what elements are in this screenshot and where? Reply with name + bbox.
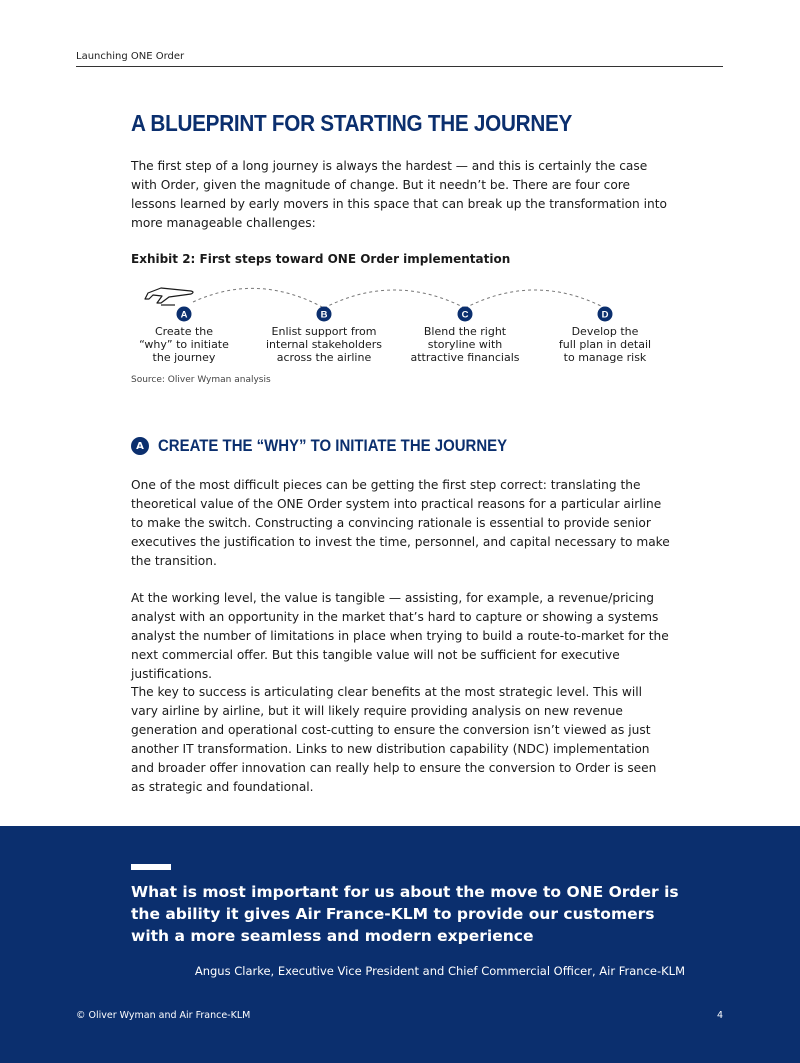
exhibit-title: Exhibit 2: First steps toward ONE Order implementation — [131, 252, 511, 266]
step-label-d: Develop the full plan in detail to manage risk — [558, 325, 652, 364]
step-badge-c — [458, 307, 473, 322]
section-badge: A — [131, 437, 149, 455]
body-paragraph-1: One of the most difficult pieces can be getting the first step correct: translating the theoretical value of the ONE Order system into practical reasons for a particular airline to make the switch. Constructing a convincing rationale is essential to provide senior executives the justification to invest the time, personnel, and capital necessary to make the transition. — [131, 478, 670, 568]
step-label-a: Create the “why” to initiate the journey — [139, 325, 229, 364]
step-label-b: Enlist support from internal stakeholders across the airline — [266, 325, 382, 364]
quote-accent-bar — [131, 864, 171, 870]
intro-paragraph: The first step of a long journey is always the hardest — and this is certainly the case with Order, given the magnitude of change. But it needn’t be. There are four core lessons learned by early movers in this space that can break up the transformation into more manageable challenges: — [131, 159, 667, 230]
exhibit-source: Source: Oliver Wyman analysis — [131, 375, 271, 385]
dashed-arcs — [193, 288, 605, 308]
page-title: A BLUEPRINT FOR STARTING THE JOURNEY — [131, 110, 573, 136]
step-label-c: Blend the right storyline with attractive financials — [410, 325, 520, 364]
quote-attribution: Angus Clarke, Executive Vice President and Chief Commercial Officer, Air France-KLM — [194, 964, 685, 978]
section-title: CREATE THE “WHY” TO INITIATE THE JOURNEY — [158, 436, 508, 455]
exhibit-steps-diagram — [131, 278, 671, 324]
pull-quote: What is most important for us about the move to ONE Order is the ability it gives Air France-KLM to provide our customers with a more seamless and modern experience — [131, 883, 679, 945]
step-badge-b — [317, 307, 332, 322]
svg-text:B: B — [320, 309, 328, 321]
step-badge-a — [177, 307, 192, 322]
body-paragraph-2: At the working level, the value is tangible — assisting, for example, a revenue/pricing analyst with an opportunity in the market that’s hard to capture or showing a systems analyst the number of limitations in place when trying to build a route-to-market for the next commercial offer. But this tangible value will not be sufficient for executive justifications. — [131, 591, 669, 681]
body-paragraph-3: The key to success is articulating clear benefits at the most strategic level. This will vary airline by airline, but it will likely require providing analysis on new revenue generation and operational cost-cutting to ensure the conversion isn’t viewed as just another IT transformation. Links to new distribution capability (NDC) implementation and broader offer innovation can really help to ensure the conversion to Order is seen as strategic and foundational. — [131, 685, 657, 794]
svg-text:C: C — [461, 309, 469, 321]
airplane-icon — [145, 288, 193, 305]
header-divider — [76, 66, 723, 67]
svg-text:A: A — [180, 309, 188, 321]
footer-copyright: © Oliver Wyman and Air France-KLM — [76, 1010, 251, 1021]
svg-text:D: D — [601, 309, 609, 321]
page-number: 4 — [716, 1010, 723, 1021]
step-badge-d — [598, 307, 613, 322]
running-header: Launching ONE Order — [76, 51, 185, 62]
section-heading — [131, 436, 555, 456]
